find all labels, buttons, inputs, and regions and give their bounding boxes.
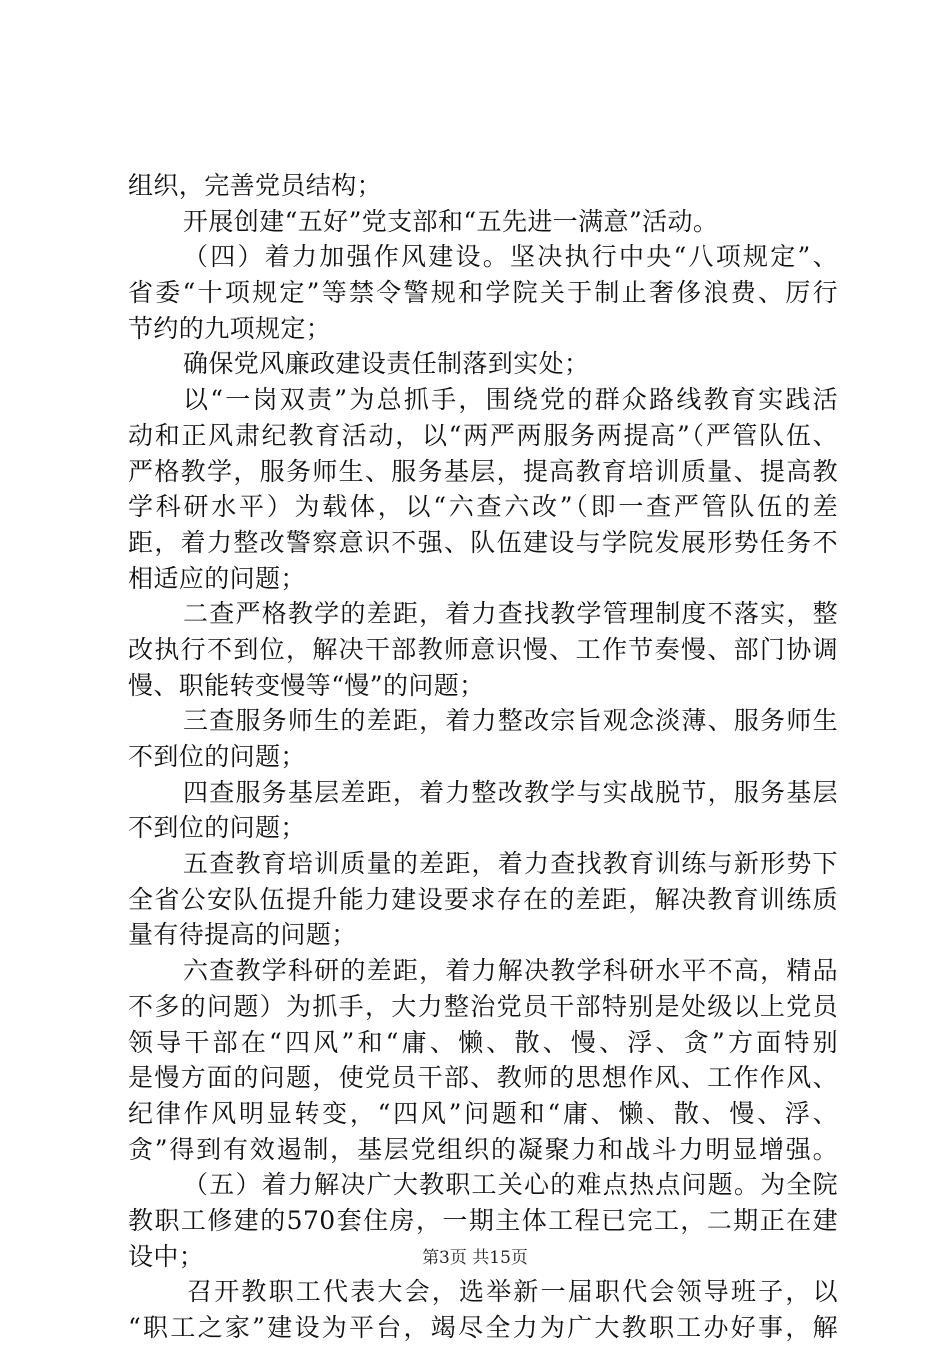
text-line: 四查服务基层差距，着力整改教学与实战脱节，服务基层: [183, 777, 838, 807]
text-line: 组织，完善党员结构；: [128, 171, 383, 200]
text-line: 量有待提高的问题；: [128, 920, 357, 950]
text-line: 学科研水平）为载体，以“六查六改”（即一查严管队伍的差: [128, 492, 838, 522]
text-line: 召开教职工代表大会，选举新一届职代会领导班子，以: [187, 1277, 838, 1307]
text-line: 设中；: [128, 1241, 205, 1271]
text-line: 改执行不到位，解决干部教师意识慢、工作节奏慢、部门协调: [128, 634, 838, 664]
text-line: 全省公安队伍提升能力建设要求存在的差距，解决教育训练质: [128, 884, 838, 914]
text-line: 三查服务师生的差距，着力整改宗旨观念淡薄、服务师生: [183, 706, 838, 736]
text-line: 是慢方面的问题，使党员干部、教师的思想作风、工作作风、: [128, 1063, 838, 1093]
text-line: 二查严格教学的差距，着力查找教学管理制度不落实，整: [183, 599, 838, 629]
text-line: 不到位的问题；: [128, 813, 306, 843]
text-line: 开展创建“五好”党支部和“五先进一满意”活动。: [183, 206, 719, 236]
page-number-footer: 第3页 共15页: [422, 1248, 528, 1268]
text-line: （五）着力解决广大教职工关心的难点热点问题。为全院: [183, 1170, 838, 1200]
text-line: 严格教学，服务师生、服务基层，提高教育培训质量、提高教: [128, 456, 838, 486]
text-line: 距，着力整改警察意识不强、队伍建设与学院发展形势任务不: [128, 527, 838, 557]
text-line: 相适应的问题；: [128, 563, 306, 593]
text-line: 六查教学科研的差距，着力解决教学科研水平不高，精品: [183, 956, 838, 986]
text-line: 不到位的问题；: [128, 742, 306, 771]
text-line: 贪”得到有效遏制，基层党组织的凝聚力和战斗力明显增强。: [128, 1134, 838, 1164]
text-line: 教职工修建的570套住房，一期主体工程已完工，二期正在建: [128, 1205, 838, 1235]
text-line: 慢、职能转变慢等“慢”的问题；: [128, 670, 485, 700]
text-line: “职工之家”建设为平台，竭尽全力为广大教职工办好事，解: [128, 1313, 838, 1342]
text-line: 省委“十项规定”等禁令警规和学院关于制止奢侈浪费、厉行: [128, 278, 838, 308]
document-body: [128, 168, 838, 1346]
text-line: 五查教育培训质量的差距，着力查找教育训练与新形势下: [183, 849, 838, 879]
text-line: 动和正风肃纪教育活动，以“两严两服务两提高”（严管队伍、: [128, 420, 838, 450]
text-line: 领导干部在“四风”和“庸、懒、散、慢、浮、贪”方面特别: [128, 1027, 838, 1057]
text-line: 纪律作风明显转变，“四风”问题和“庸、懒、散、慢、浮、: [128, 1098, 838, 1128]
text-line: （四）着力加强作风建设。坚决执行中央“八项规定”、: [183, 242, 838, 272]
text-line: 不多的问题）为抓手，大力整治党员干部特别是处级以上党员: [128, 991, 838, 1021]
text-line: 节约的九项规定；: [128, 313, 332, 343]
text-line: 以“一岗双责”为总抓手，围绕党的群众路线教育实践活: [183, 385, 838, 415]
text-line: 确保党风廉政建设责任制落到实处；: [183, 349, 590, 379]
